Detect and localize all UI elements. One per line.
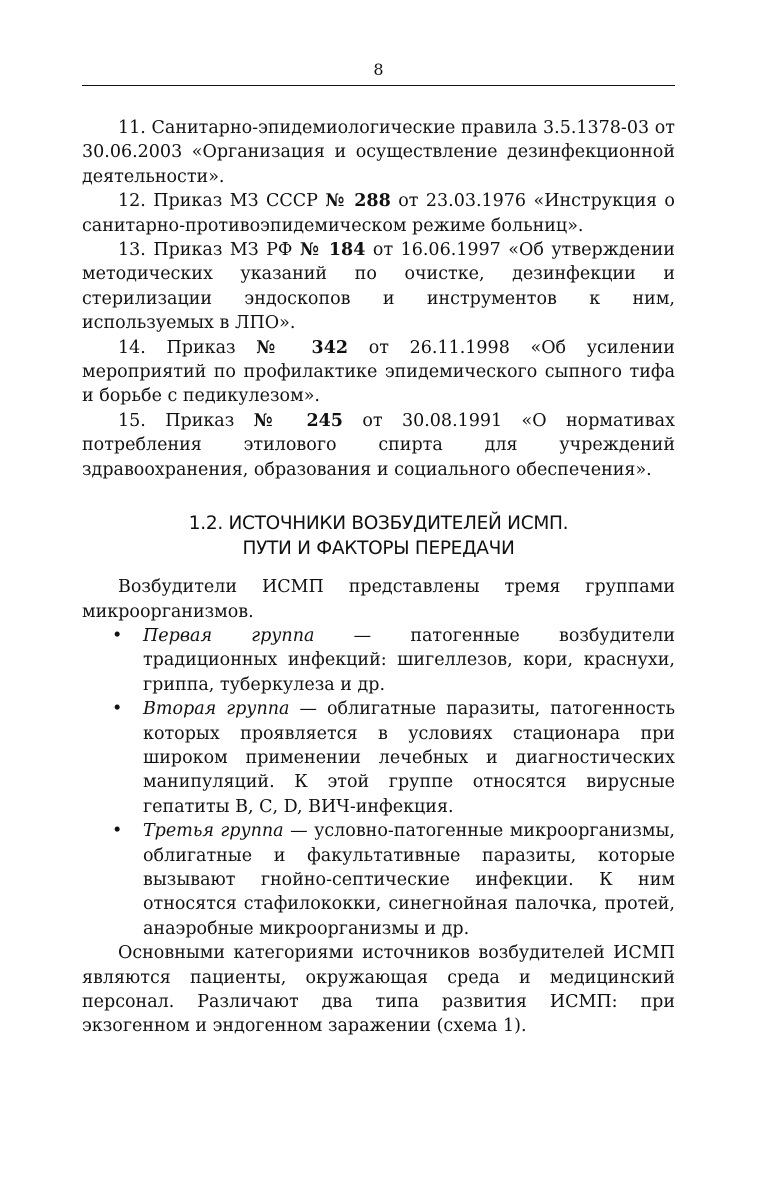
reference-text: Приказ МЗ РФ [153,240,293,261]
list-item [82,697,675,819]
intro-paragraph: Возбудители ИСМП представлены тремя группами микроорганизмов. [82,577,675,622]
reference-item-13 [82,238,675,336]
reference-number: 11. [118,118,146,138]
reference-number: 15. [118,410,146,431]
group-description: — облигатные паразиты, патогенность которых проявляется в условиях стационара при широком применении лечебных и диагностических манипуляций. К этой группе относятся вирусные гепатиты В, С, D, ВИЧ-инфекция. [143,699,675,817]
order-number: № 288 [325,191,391,212]
reference-item-12 [82,189,675,238]
list-item [82,819,675,941]
group-term: Первая группа [143,625,315,646]
group-list [82,624,675,941]
group-description: — условно-патогенные микроорганизмы, облигатные и факультативные паразиты, которые вызывают гнойно-септические инфекции. К ним относятся стафилококки, синегнойная палочка, протей, анаэробные микроорганизмы и др. [143,821,675,939]
bullet-icon: • [112,821,123,842]
reference-text-rest: от 30.08.1991 «О нормативах потребления этилового спирта для учреждений здравоохранения, образования и социального обеспечения». [82,410,675,480]
order-number: № 342 [256,337,349,358]
reference-item-15 [82,409,675,482]
list-item-body [143,624,675,697]
list-item [82,624,675,697]
reference-text-rest: от 23.03.1976 «Инструкция о санитарно-противоэпидемическом режиме больниц». [82,191,675,236]
order-number: № 184 [299,240,366,261]
section-heading-line-2: ПУТИ И ФАКТОРЫ ПЕРЕДАЧИ [242,538,515,560]
list-item-body [143,697,675,819]
bullet-icon: • [112,699,123,720]
reference-text-rest: от 26.11.1998 «Об усилении мероприятий по профилактике эпидемического сыпного тифа и борьбе с педикулезом». [82,337,675,407]
reference-text: Санитарно-эпидемиологические правила 3.5.1378-03 от 30.06.2003 «Организация и осуществление дезинфекционной деятельности». [82,118,675,187]
reference-number: 14. [118,337,146,358]
reference-item-14 [82,336,675,409]
reference-text: Приказ [165,410,235,431]
list-item-body [143,819,675,941]
reference-text: Приказ МЗ СССР [153,191,318,212]
closing-paragraph: Основными категориями источников возбудителей ИСМП являются пациенты, окружающая среда и медицинский персонал. Различают два типа развития ИСМП: при экзогенном и эндогенном заражении (схема 1). [82,943,675,1037]
section-heading-line-1: 1.2. ИСТОЧНИКИ ВОЗБУДИТЕЛЕЙ ИСМП. [188,513,569,535]
reference-item-11 [82,116,675,189]
reference-text-rest: от 16.06.1997 «Об утверждении методических указаний по очистке, дезинфекции и стерилизации эндоскопов и инструментов к ним, используемых в ЛПО». [82,240,675,334]
header-rule [82,85,675,86]
page-content [82,116,675,1039]
order-number: № 245 [253,410,343,431]
reference-text: Приказ [166,337,236,358]
section-heading [82,511,675,561]
reference-number: 12. [118,191,146,212]
reference-number: 13. [118,240,146,261]
bullet-icon: • [112,625,123,646]
group-term: Третья группа [143,821,284,842]
group-term: Вторая группа [143,699,290,720]
group-description: — патогенные возбудители традиционных инфекций: шигеллезов, кори, краснухи, гриппа, туберкулеза и др. [143,625,675,695]
page-number: 8 [373,60,384,79]
